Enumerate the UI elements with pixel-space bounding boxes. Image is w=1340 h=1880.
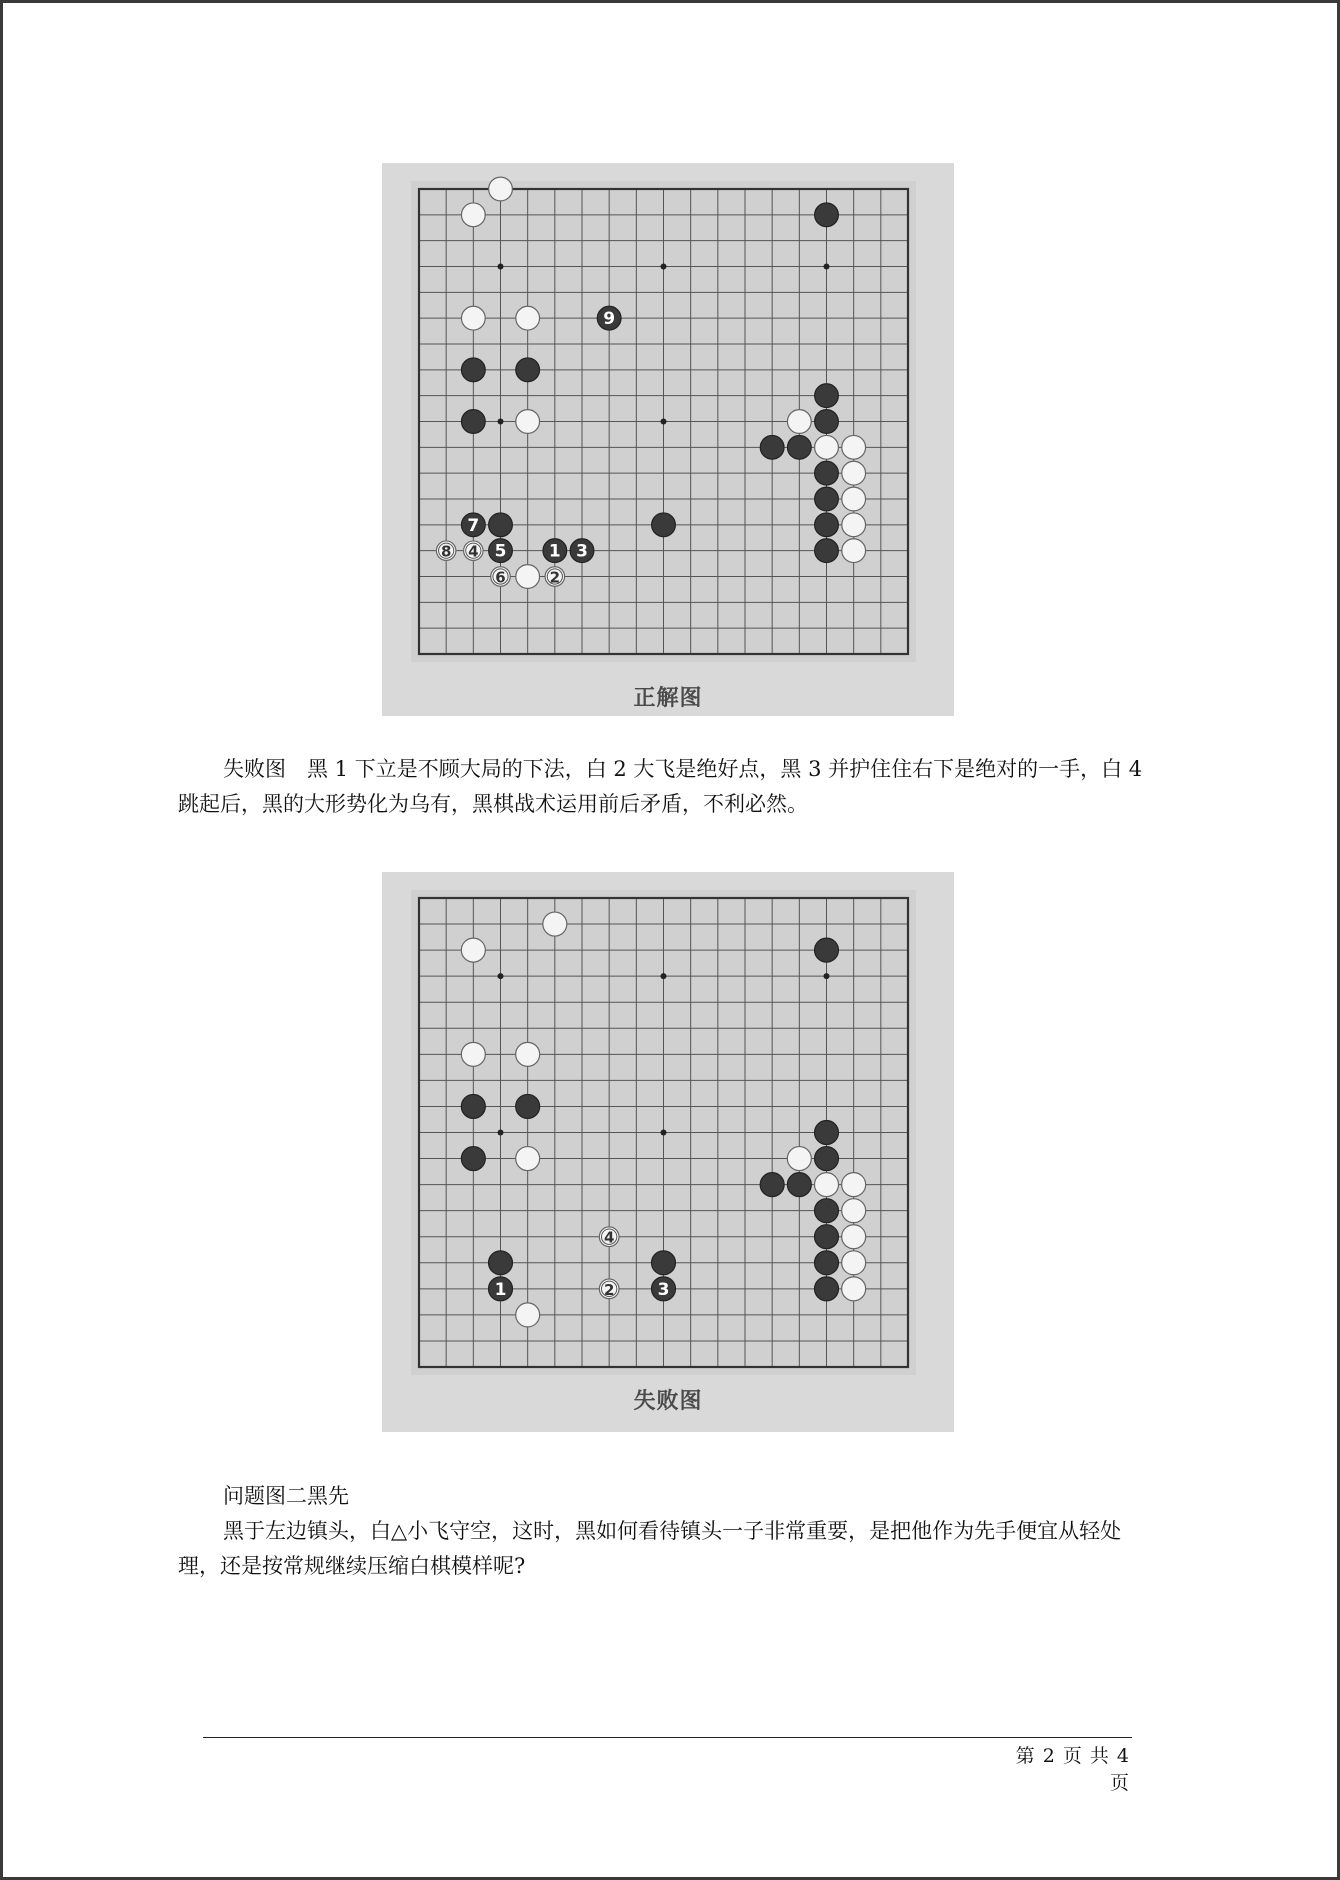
go-diagram-fail [382, 872, 954, 1432]
move-number: 7 [467, 515, 480, 536]
white-stone [787, 410, 811, 434]
black-stone [815, 410, 839, 434]
go-diagram-correct [382, 163, 954, 716]
black-stone [815, 1277, 839, 1301]
move-number: 2 [549, 568, 561, 587]
board-grid [411, 181, 916, 662]
move-number: 9 [603, 309, 616, 330]
white-stone [842, 1199, 866, 1223]
white-stone [842, 1225, 866, 1249]
board-grid [411, 890, 916, 1375]
hoshi-point [498, 264, 504, 270]
figure-caption-correct: 正解图 [633, 686, 703, 711]
black-stone [461, 1147, 485, 1171]
black-stone [815, 203, 839, 227]
black-stone [787, 1173, 811, 1197]
move-number: 3 [576, 541, 588, 562]
black-stone [815, 487, 839, 511]
black-stone [815, 513, 839, 537]
white-stone [516, 410, 540, 434]
white-stone [545, 567, 564, 587]
hoshi-point [498, 1130, 504, 1136]
hoshi-point [498, 419, 504, 425]
hoshi-point [824, 264, 830, 270]
black-stone [815, 1225, 839, 1249]
hoshi-point [661, 264, 667, 270]
white-stone [842, 487, 866, 511]
black-stone [461, 358, 485, 382]
white-stone [461, 1042, 485, 1066]
white-stone [842, 1277, 866, 1301]
footer-rule [203, 1737, 1132, 1738]
white-stone [599, 1279, 619, 1299]
black-stone [570, 539, 594, 563]
black-stone [815, 938, 839, 962]
white-stone [842, 435, 866, 459]
black-stone [760, 1173, 784, 1197]
go-board-fail [382, 872, 954, 1432]
black-stone [815, 461, 839, 485]
hoshi-point [661, 973, 667, 979]
move-number: 1 [548, 541, 561, 562]
white-stone [461, 203, 485, 227]
white-stone [815, 1173, 839, 1197]
problem-description: 黑于左边镇头，白△小飞守空，这时，黑如何看待镇头一子非常重要，是把他作为先手便宜从轻处理，还是按常规继续压缩白棋模样呢? [178, 1519, 1122, 1578]
move-number: 2 [603, 1280, 615, 1299]
black-stone [652, 1277, 676, 1301]
fail-description: 失败图 黑 1 下立是不顾大局的下法，白 2 大飞是绝好点，黑 3 并护住住右下是绝对的一手，白 4 跳起后，黑的大形势化为乌有，黑棋战术运用前后矛盾，不利必然。 [178, 757, 1143, 816]
white-stone [461, 306, 485, 330]
move-number: 3 [657, 1279, 670, 1300]
figure-caption-fail: 失败图 [633, 1389, 703, 1414]
white-stone [491, 567, 510, 587]
move-number: 4 [468, 542, 479, 561]
page-number: 第 2 页 共 4 页 [1015, 1745, 1130, 1794]
black-stone [489, 1277, 513, 1301]
white-stone [461, 938, 485, 962]
black-stone [543, 539, 567, 563]
white-stone [516, 1147, 540, 1171]
white-stone [842, 461, 866, 485]
move-number: 6 [495, 568, 506, 587]
black-stone [489, 1251, 513, 1275]
white-stone [842, 539, 866, 563]
black-stone [461, 410, 485, 434]
black-stone [652, 513, 676, 537]
black-stone [787, 435, 811, 459]
black-stone [516, 1094, 540, 1118]
hoshi-point [498, 973, 504, 979]
problem-title: 问题图二黑先 [223, 1484, 349, 1508]
white-stone [516, 306, 540, 330]
white-stone [842, 513, 866, 537]
white-stone [842, 1173, 866, 1197]
white-stone [516, 565, 540, 589]
white-stone [516, 1042, 540, 1066]
white-stone [436, 541, 455, 561]
black-stone [461, 513, 485, 537]
white-stone [516, 1303, 540, 1327]
white-stone [543, 912, 567, 936]
white-stone [787, 1147, 811, 1171]
hoshi-point [661, 419, 667, 425]
go-board-correct [382, 163, 954, 716]
move-number: 8 [440, 542, 452, 561]
black-stone [652, 1251, 676, 1275]
black-stone [815, 1147, 839, 1171]
black-stone [597, 306, 621, 330]
black-stone [815, 1199, 839, 1223]
black-stone [461, 1094, 485, 1118]
black-stone [815, 1251, 839, 1275]
black-stone [760, 435, 784, 459]
move-number: 1 [494, 1279, 507, 1300]
white-stone [464, 541, 483, 561]
white-stone [815, 435, 839, 459]
black-stone [815, 1121, 839, 1145]
black-stone [516, 358, 540, 382]
hoshi-point [661, 1130, 667, 1136]
white-stone [842, 1251, 866, 1275]
black-stone [815, 539, 839, 563]
hoshi-point [824, 973, 830, 979]
black-stone [489, 539, 513, 563]
black-stone [815, 384, 839, 408]
white-stone [599, 1227, 619, 1247]
move-number: 5 [494, 541, 507, 562]
black-stone [489, 513, 513, 537]
white-stone [489, 177, 513, 201]
move-number: 4 [603, 1228, 615, 1247]
